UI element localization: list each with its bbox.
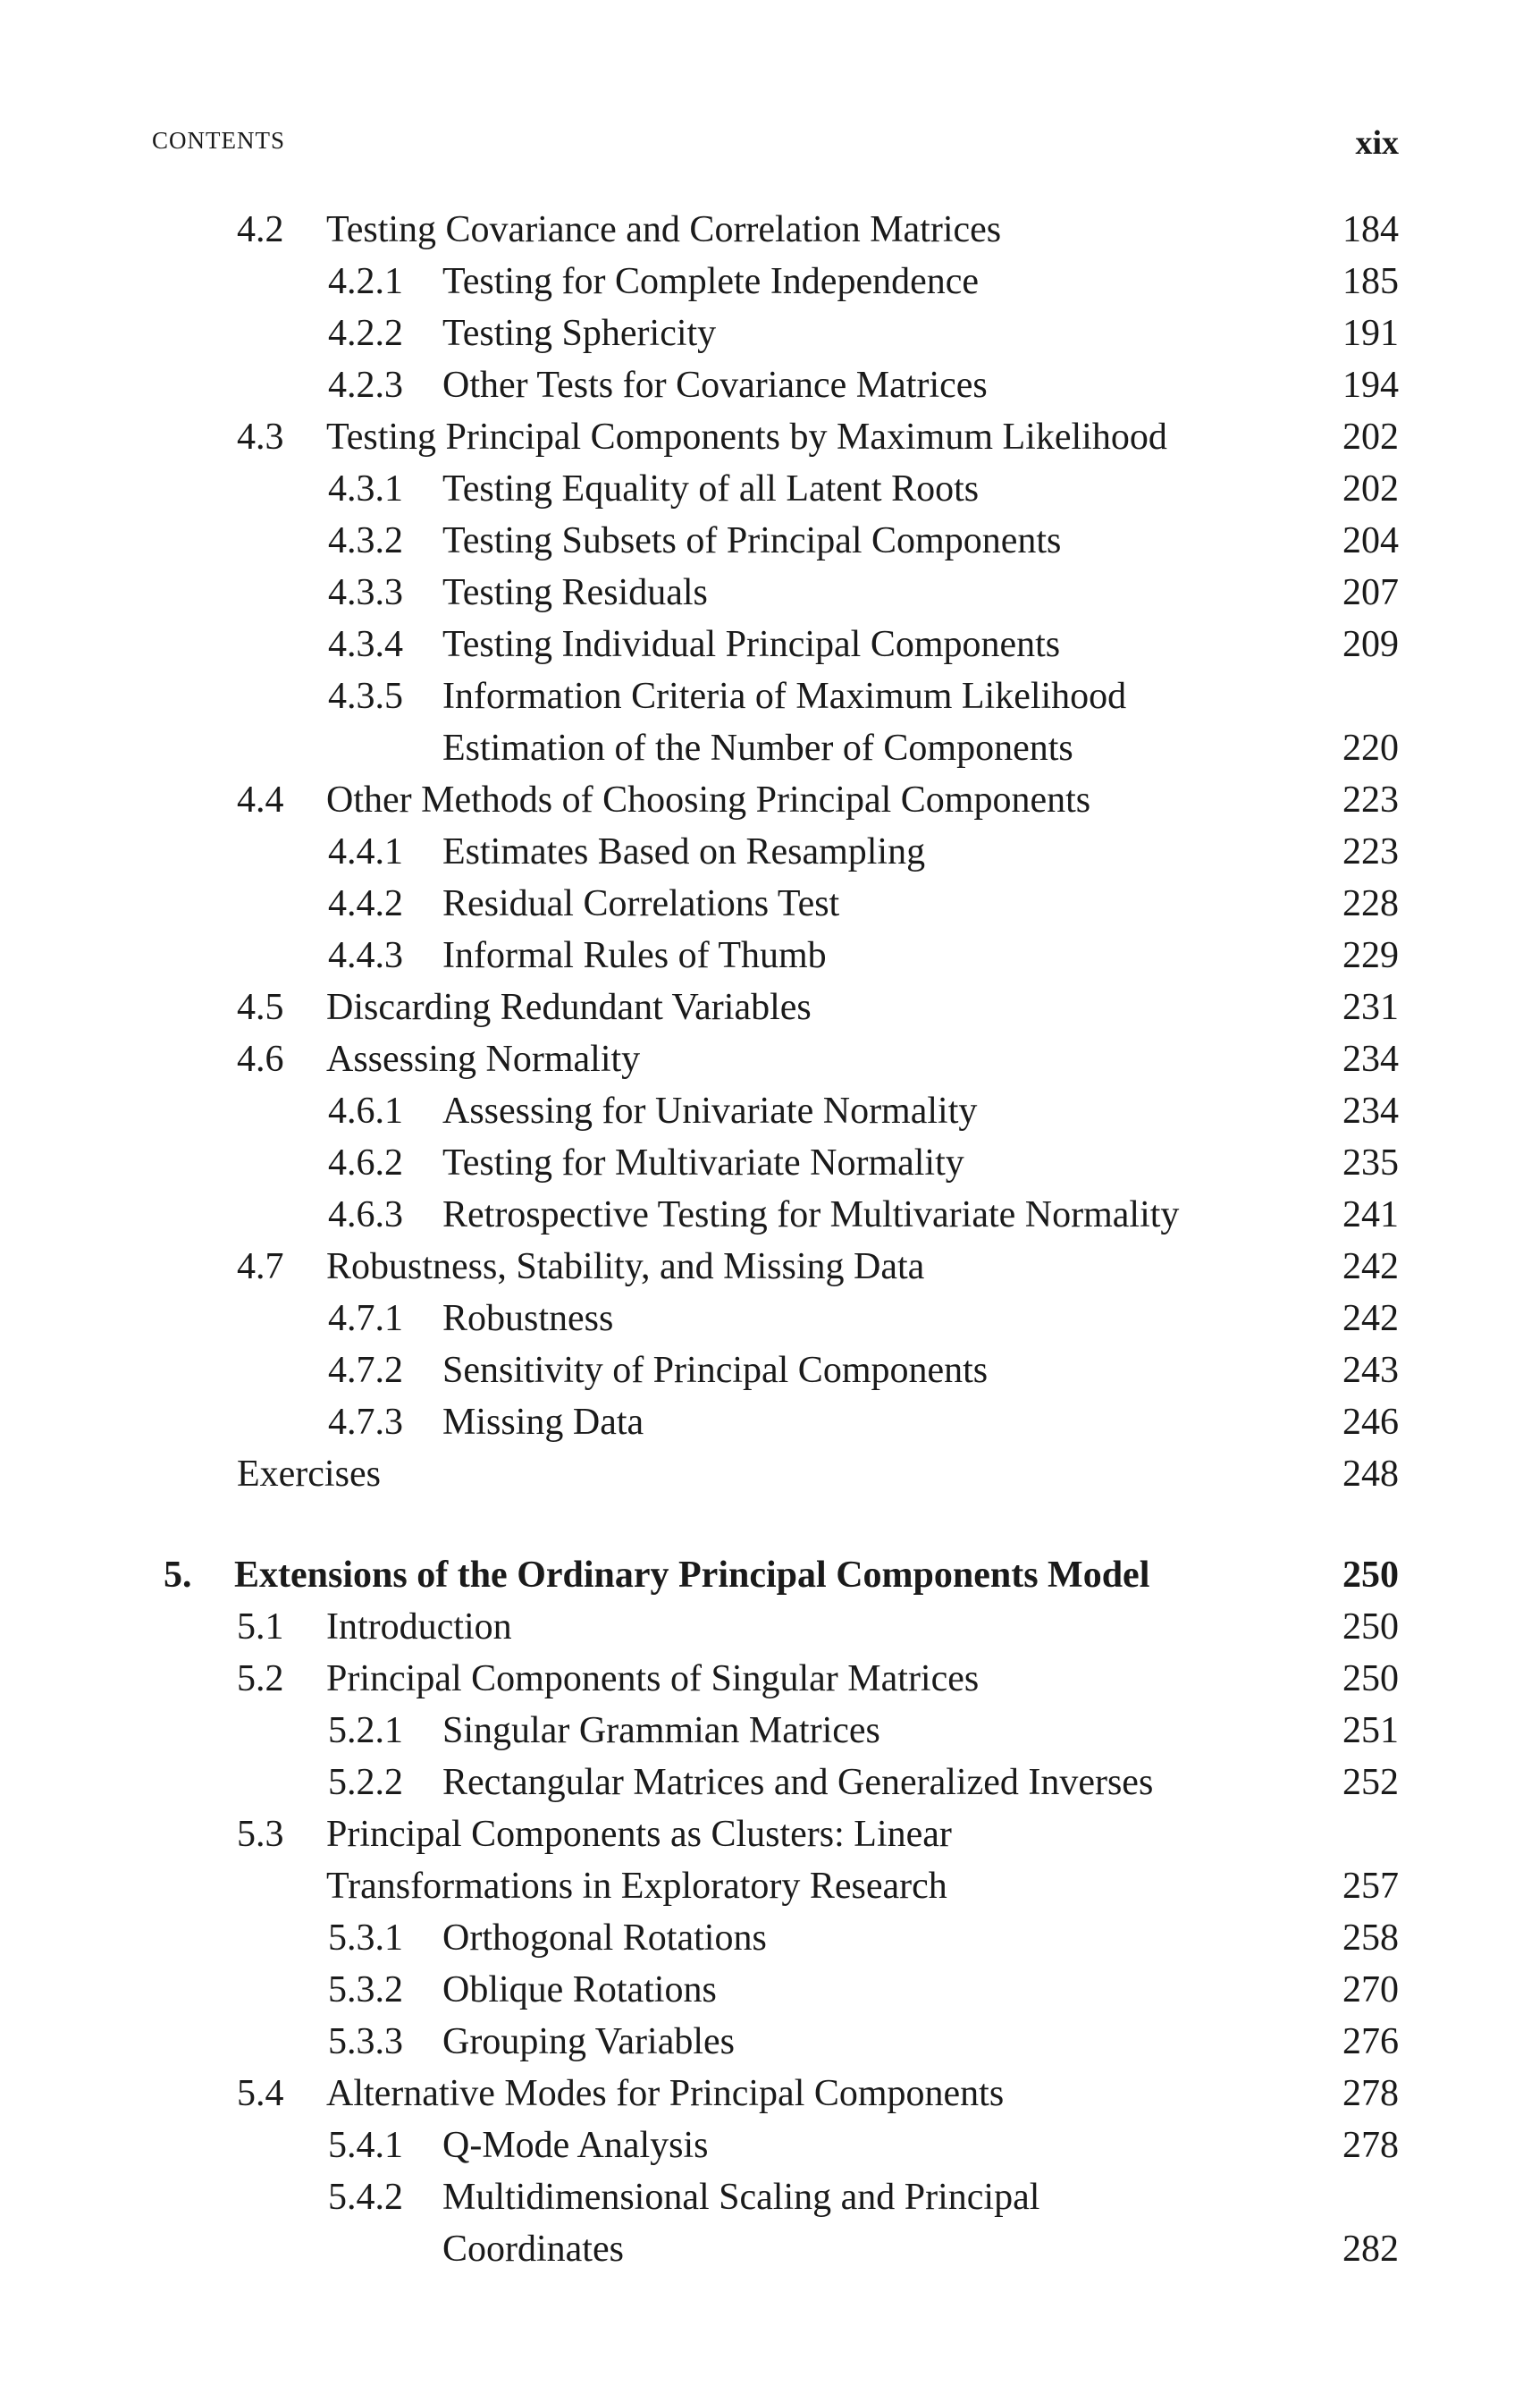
entry-number: 5.2.2 bbox=[328, 1762, 403, 1803]
entry-title: Testing Sphericity bbox=[442, 313, 717, 354]
entry-title: Singular Grammian Matrices bbox=[442, 1710, 880, 1751]
entry-page-number: 243 bbox=[1342, 1350, 1399, 1391]
entry-title: Informal Rules of Thumb bbox=[442, 935, 827, 976]
entry-page-number: 204 bbox=[1342, 520, 1399, 561]
entry-page-number: 246 bbox=[1342, 1402, 1399, 1443]
entry-number: 4.7.1 bbox=[328, 1298, 403, 1339]
entry-page-number: 248 bbox=[1342, 1454, 1399, 1495]
toc-subsection-entry bbox=[0, 308, 1540, 359]
entry-page-number: 202 bbox=[1342, 417, 1399, 458]
entry-title: Testing for Complete Independence bbox=[442, 261, 980, 302]
entry-page-number: 194 bbox=[1342, 365, 1399, 406]
toc-subsection-entry bbox=[0, 1189, 1540, 1241]
entry-number: 4.4 bbox=[237, 780, 284, 821]
toc-subsection-entry bbox=[0, 359, 1540, 411]
entry-number: 4.3.2 bbox=[328, 520, 403, 561]
entry-page-number: 276 bbox=[1342, 2021, 1399, 2062]
entry-page-number: 191 bbox=[1342, 313, 1399, 354]
toc-section-entry bbox=[0, 982, 1540, 1033]
entry-number: 4.3 bbox=[237, 417, 284, 458]
entry-page-number: 278 bbox=[1342, 2073, 1399, 2114]
entry-number: 4.5 bbox=[237, 987, 284, 1028]
running-head-section: CONTENTS bbox=[152, 127, 285, 154]
entry-number: 5.3.1 bbox=[328, 1917, 403, 1959]
toc-subsection-entry bbox=[0, 1344, 1540, 1396]
toc-subsection-entry bbox=[0, 256, 1540, 308]
toc-subsection-entry bbox=[0, 463, 1540, 515]
toc-subsection-entry bbox=[0, 1964, 1540, 2016]
entry-page-number: 220 bbox=[1342, 728, 1399, 769]
entry-number: 4.2.2 bbox=[328, 313, 403, 354]
toc-chapter-entry bbox=[0, 1549, 1540, 1601]
entry-page-number: 228 bbox=[1342, 883, 1399, 924]
entry-page-number: 242 bbox=[1342, 1246, 1399, 1287]
entry-number: 4.6 bbox=[237, 1039, 284, 1080]
entry-page-number: 252 bbox=[1342, 1762, 1399, 1803]
entry-title: Robustness, Stability, and Missing Data bbox=[326, 1246, 925, 1287]
toc-exercises-entry bbox=[0, 1448, 1540, 1500]
entry-number: 4.4.3 bbox=[328, 935, 403, 976]
entry-title: Assessing Normality bbox=[326, 1039, 641, 1080]
toc-subsection-entry bbox=[0, 567, 1540, 619]
entry-title: Other Tests for Covariance Matrices bbox=[442, 365, 988, 406]
entry-page-number: 207 bbox=[1342, 572, 1399, 613]
toc-section-entry bbox=[0, 411, 1540, 463]
entry-page-number: 270 bbox=[1342, 1969, 1399, 2010]
toc-subsection-entry bbox=[0, 2171, 1540, 2275]
toc-subsection-entry bbox=[0, 1396, 1540, 1448]
entry-title: Testing Subsets of Principal Components bbox=[442, 520, 1062, 561]
entry-title-line: Information Criteria of Maximum Likelihood bbox=[442, 676, 1127, 717]
entry-number: 4.7.2 bbox=[328, 1350, 403, 1391]
entry-page-number: 229 bbox=[1342, 935, 1399, 976]
entry-page-number: 231 bbox=[1342, 987, 1399, 1028]
entry-number: 4.4.2 bbox=[328, 883, 403, 924]
entry-number: 4.6.3 bbox=[328, 1194, 403, 1235]
entry-page-number: 250 bbox=[1342, 1606, 1399, 1648]
table-of-contents bbox=[0, 204, 1540, 2275]
entry-page-number: 223 bbox=[1342, 831, 1399, 872]
toc-subsection-entry bbox=[0, 1085, 1540, 1137]
entry-page-number: 258 bbox=[1342, 1917, 1399, 1959]
toc-subsection-entry bbox=[0, 515, 1540, 567]
toc-subsection-entry bbox=[0, 1137, 1540, 1189]
entry-page-number: 278 bbox=[1342, 2125, 1399, 2166]
entry-title: Testing for Multivariate Normality bbox=[442, 1142, 964, 1184]
entry-number: 5.1 bbox=[237, 1606, 284, 1648]
entry-number: 5.4.2 bbox=[328, 2177, 403, 2218]
entry-number: 4.2 bbox=[237, 209, 284, 250]
entry-number: 4.3.3 bbox=[328, 572, 403, 613]
entry-title: Estimates Based on Resampling bbox=[442, 831, 926, 872]
entry-number: 5.3 bbox=[237, 1814, 284, 1855]
entry-number: 5.4.1 bbox=[328, 2125, 403, 2166]
toc-subsection-entry bbox=[0, 878, 1540, 930]
entry-number: 4.2.3 bbox=[328, 365, 403, 406]
entry-title: Robustness bbox=[442, 1298, 614, 1339]
toc-subsection-entry bbox=[0, 1293, 1540, 1344]
entry-title: Testing Individual Principal Components bbox=[442, 624, 1061, 665]
toc-subsection-entry bbox=[0, 1757, 1540, 1808]
entry-number: 5. bbox=[164, 1555, 192, 1596]
toc-subsection-entry bbox=[0, 2120, 1540, 2171]
entry-page-number: 223 bbox=[1342, 780, 1399, 821]
entry-title: Orthogonal Rotations bbox=[442, 1917, 767, 1959]
entry-title: Principal Components of Singular Matrices bbox=[326, 1658, 980, 1699]
toc-subsection-entry bbox=[0, 2016, 1540, 2068]
entry-page-number: 250 bbox=[1342, 1658, 1399, 1699]
entry-number: 4.6.2 bbox=[328, 1142, 403, 1184]
entry-title: Q-Mode Analysis bbox=[442, 2125, 709, 2166]
entry-page-number: 251 bbox=[1342, 1710, 1399, 1751]
entry-title: Rectangular Matrices and Generalized Inverses bbox=[442, 1762, 1154, 1803]
entry-title: Retrospective Testing for Multivariate Normality bbox=[442, 1194, 1180, 1235]
entry-title: Grouping Variables bbox=[442, 2021, 735, 2062]
entry-number: 4.6.1 bbox=[328, 1091, 403, 1132]
toc-subsection-entry bbox=[0, 930, 1540, 982]
entry-title-line: Multidimensional Scaling and Principal bbox=[442, 2177, 1040, 2218]
entry-number: 5.3.3 bbox=[328, 2021, 403, 2062]
toc-section-entry bbox=[0, 204, 1540, 256]
entry-number: 4.4.1 bbox=[328, 831, 403, 872]
entry-title: Exercises bbox=[237, 1454, 381, 1495]
entry-title: Introduction bbox=[326, 1606, 512, 1648]
entry-title: Oblique Rotations bbox=[442, 1969, 717, 2010]
entry-title-line: Coordinates bbox=[442, 2229, 624, 2270]
entry-page-number: 257 bbox=[1342, 1866, 1399, 1907]
entry-page-number: 185 bbox=[1342, 261, 1399, 302]
toc-subsection-entry bbox=[0, 670, 1540, 774]
toc-section-entry bbox=[0, 1033, 1540, 1085]
entry-page-number: 202 bbox=[1342, 468, 1399, 510]
entry-number: 4.3.1 bbox=[328, 468, 403, 510]
toc-section-entry bbox=[0, 2068, 1540, 2120]
entry-title-line: Principal Components as Clusters: Linear bbox=[326, 1814, 952, 1855]
entry-title: Alternative Modes for Principal Components bbox=[326, 2073, 1005, 2114]
running-head bbox=[152, 123, 1399, 168]
entry-title: Assessing for Univariate Normality bbox=[442, 1091, 978, 1132]
entry-number: 4.3.4 bbox=[328, 624, 403, 665]
entry-title: Sensitivity of Principal Components bbox=[442, 1350, 989, 1391]
entry-number: 5.4 bbox=[237, 2073, 284, 2114]
entry-page-number: 242 bbox=[1342, 1298, 1399, 1339]
entry-page-number: 282 bbox=[1342, 2229, 1399, 2270]
entry-page-number: 209 bbox=[1342, 624, 1399, 665]
entry-page-number: 250 bbox=[1342, 1555, 1399, 1596]
entry-number: 4.2.1 bbox=[328, 261, 403, 302]
entry-number: 5.2.1 bbox=[328, 1710, 403, 1751]
entry-title: Extensions of the Ordinary Principal Components Model bbox=[234, 1555, 1150, 1596]
entry-title: Residual Correlations Test bbox=[442, 883, 840, 924]
toc-subsection-entry bbox=[0, 1912, 1540, 1964]
entry-number: 5.3.2 bbox=[328, 1969, 403, 2010]
entry-title: Discarding Redundant Variables bbox=[326, 987, 812, 1028]
toc-section-entry bbox=[0, 774, 1540, 826]
toc-section-entry bbox=[0, 1653, 1540, 1705]
entry-title: Testing Equality of all Latent Roots bbox=[442, 468, 980, 510]
entry-number: 4.7 bbox=[237, 1246, 284, 1287]
entry-page-number: 235 bbox=[1342, 1142, 1399, 1184]
toc-subsection-entry bbox=[0, 826, 1540, 878]
entry-title: Missing Data bbox=[442, 1402, 644, 1443]
entry-page-number: 241 bbox=[1342, 1194, 1399, 1235]
section-spacer bbox=[0, 1500, 1540, 1549]
toc-section-entry bbox=[0, 1601, 1540, 1653]
entry-title: Testing Covariance and Correlation Matrices bbox=[326, 209, 1002, 250]
toc-subsection-entry bbox=[0, 619, 1540, 670]
entry-title: Other Methods of Choosing Principal Components bbox=[326, 780, 1091, 821]
toc-subsection-entry bbox=[0, 1705, 1540, 1757]
entry-number: 5.2 bbox=[237, 1658, 284, 1699]
folio-page-number: xix bbox=[1355, 124, 1399, 162]
entry-page-number: 184 bbox=[1342, 209, 1399, 250]
toc-section-entry bbox=[0, 1241, 1540, 1293]
toc-section-entry bbox=[0, 1808, 1540, 1912]
entry-title-line: Transformations in Exploratory Research bbox=[326, 1866, 947, 1907]
entry-page-number: 234 bbox=[1342, 1091, 1399, 1132]
entry-number: 4.3.5 bbox=[328, 676, 403, 717]
entry-page-number: 234 bbox=[1342, 1039, 1399, 1080]
entry-title: Testing Residuals bbox=[442, 572, 708, 613]
entry-title-line: Estimation of the Number of Components bbox=[442, 728, 1073, 769]
entry-title: Testing Principal Components by Maximum Likelihood bbox=[326, 417, 1167, 458]
entry-number: 4.7.3 bbox=[328, 1402, 403, 1443]
